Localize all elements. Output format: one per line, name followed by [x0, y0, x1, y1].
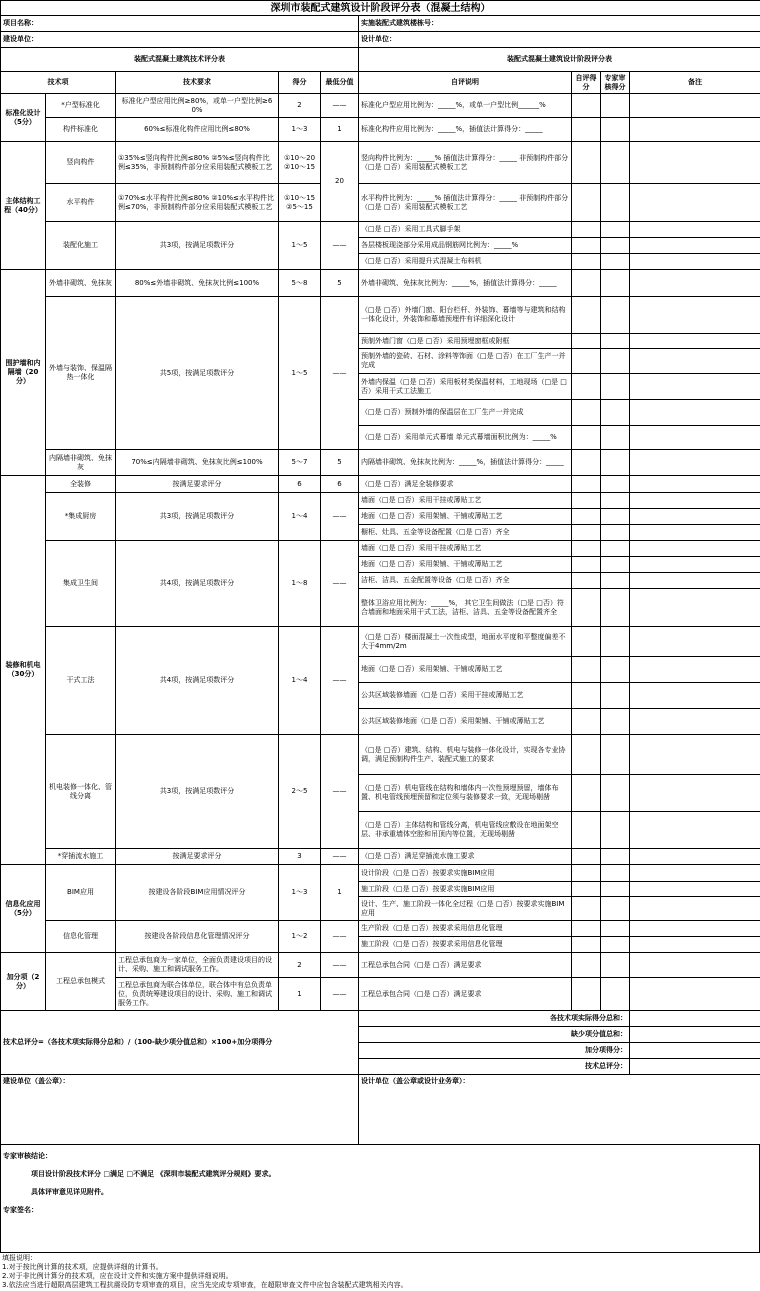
remark-cell[interactable] [630, 426, 760, 450]
remark-cell[interactable] [630, 735, 760, 775]
missing-sum-label: 缺少项分值总和： [359, 1027, 630, 1043]
item-score: 1～4 [279, 493, 321, 541]
self-score-cell[interactable] [572, 254, 601, 270]
item-desc: （□是 □否）预制外墙的保温层在工厂生产一并完成 [359, 400, 572, 426]
item-req: 按满足要求评分 [116, 849, 279, 865]
section-info: 信息化应用（5分） [1, 865, 46, 953]
self-score-cell[interactable] [572, 627, 601, 657]
remark-cell[interactable] [630, 94, 760, 118]
item-min: —— [321, 921, 359, 953]
item-score: 1～2 [279, 921, 321, 953]
item-name: 外墙与装饰、保温隔热一体化 [46, 297, 116, 450]
owner-label: 建设单位： [1, 32, 359, 48]
remark-cell[interactable] [630, 849, 760, 865]
expert-score-cell[interactable] [601, 937, 630, 953]
remark-cell[interactable] [630, 142, 760, 184]
self-score-cell[interactable] [572, 476, 601, 493]
expert-score-cell[interactable] [601, 426, 630, 450]
self-score-cell[interactable] [572, 897, 601, 921]
item-req: 共4项，按满足项数评分 [116, 627, 279, 735]
item-desc: 橱柜、灶具、五金等设备配置（□是 □否）齐全 [359, 525, 572, 541]
self-score-cell[interactable] [572, 349, 601, 374]
header-remark: 备注 [630, 72, 760, 94]
self-score-cell[interactable] [572, 589, 601, 627]
item-req: 按建设各阶段信息化管理情况评分 [116, 921, 279, 953]
item-score: 1～5 [279, 222, 321, 270]
item-name: 外墙非砌筑、免抹灰 [46, 270, 116, 297]
self-score-cell[interactable] [572, 953, 601, 978]
expert-score-cell[interactable] [601, 493, 630, 509]
expert-score-cell[interactable] [601, 735, 630, 775]
expert-score-cell[interactable] [601, 297, 630, 334]
item-desc: 竖向构件比例为：_____% 插值法计算得分：_____ 非预制构件部分（□是 □否）采用装配式模板工艺 [359, 142, 572, 184]
self-score-cell[interactable] [572, 683, 601, 709]
item-name: BIM应用 [46, 865, 116, 921]
item-desc: 设计阶段（□是 □否）按要求实施BIM应用 [359, 865, 572, 882]
self-score-cell[interactable] [572, 184, 601, 222]
remark-cell[interactable] [630, 525, 760, 541]
section-std: 标准化设计（5分） [1, 94, 46, 142]
expert-score-cell[interactable] [601, 270, 630, 297]
item-req: 工程总承包商为联合体单位，联合体中有总负责单位，负责统筹建设项目的设计、采购、施工和调试服务工作。 [116, 978, 279, 1011]
self-score-cell[interactable] [572, 525, 601, 541]
self-score-cell[interactable] [572, 374, 601, 400]
self-score-cell[interactable] [572, 426, 601, 450]
item-desc: 施工阶段（□是 □否）按要求采用信息化管理 [359, 937, 572, 953]
remark-cell[interactable] [630, 349, 760, 374]
total-sum-value[interactable] [630, 1011, 760, 1027]
self-score-cell[interactable] [572, 238, 601, 254]
designer-seal[interactable]: 设计单位（盖公章或设计业务章）： [359, 1075, 760, 1145]
item-min: —— [321, 222, 359, 270]
item-desc: （□是 □否）采用工具式脚手架 [359, 222, 572, 238]
owner-seal[interactable]: 建设单位（盖公章）： [1, 1075, 359, 1145]
expert-score-cell[interactable] [601, 683, 630, 709]
expert-score-cell[interactable] [601, 349, 630, 374]
item-min: —— [321, 978, 359, 1011]
project-name-label: 项目名称： [1, 16, 359, 32]
item-min: —— [321, 953, 359, 978]
item-min: —— [321, 94, 359, 118]
item-min: 20 [321, 142, 359, 222]
self-score-cell[interactable] [572, 400, 601, 426]
total-sum-label: 各技术项实际得分总和： [359, 1011, 630, 1027]
item-name: *集成厨房 [46, 493, 116, 541]
remark-cell[interactable] [630, 118, 760, 142]
expert-score-cell[interactable] [601, 374, 630, 400]
item-name: *穿插流水施工 [46, 849, 116, 865]
item-req: 标准化户型应用比例≥80%，或单一户型比例≥60% [116, 94, 279, 118]
item-desc: 公共区域装修地面（□是 □否）采用架铺、干铺或薄贴工艺 [359, 709, 572, 735]
self-score-cell[interactable] [572, 222, 601, 238]
page-title: 深圳市装配式建筑设计阶段评分表（混凝土结构） [1, 1, 760, 16]
item-min: —— [321, 627, 359, 735]
expert-line2: 具体评审意见详见附件。 [31, 1187, 108, 1197]
item-desc: 预制外墙门窗（□是 □否）采用预埋窗框或附框 [359, 334, 572, 349]
total-score-value[interactable] [630, 1059, 760, 1075]
item-score: 1～8 [279, 541, 321, 627]
self-score-cell[interactable] [572, 937, 601, 953]
remark-cell[interactable] [630, 184, 760, 222]
expert-score-cell[interactable] [601, 978, 630, 1011]
item-score: 5～7 [279, 450, 321, 476]
item-desc: （□是 □否）主体结构和管线分离，机电管线应敷设在地面架空层、非承重墙体空腔和吊顶内等位置，无现场剔凿 [359, 812, 572, 849]
note-line: 3.依法应当进行超限高层建筑工程抗震设防专项审查的项目，应当先完成专项审查，在超限审查文件中应包含装配式建筑相关内容。 [2, 1281, 758, 1290]
self-score-cell[interactable] [572, 657, 601, 683]
item-desc: （□是 □否）楼面混凝土一次性成型，地面水平度和平整度偏差不大于4mm/2m [359, 627, 572, 657]
total-score-label: 技术总评分： [359, 1059, 630, 1075]
item-score: 1～3 [279, 865, 321, 921]
item-desc: 预制外墙的瓷砖、石材、涂料等饰面（□是 □否）在工厂生产一并完成 [359, 349, 572, 374]
remark-cell[interactable] [630, 450, 760, 476]
remark-cell[interactable] [630, 978, 760, 1011]
remark-cell[interactable] [630, 709, 760, 735]
expert-score-cell[interactable] [601, 450, 630, 476]
self-score-cell[interactable] [572, 573, 601, 589]
remark-cell[interactable] [630, 953, 760, 978]
expert-score-cell[interactable] [601, 812, 630, 849]
remark-cell[interactable] [630, 222, 760, 238]
item-name: 集成卫生间 [46, 541, 116, 627]
item-desc: 地面（□是 □否）采用架铺、干铺或薄贴工艺 [359, 557, 572, 573]
self-score-cell[interactable] [572, 557, 601, 573]
self-score-cell[interactable] [572, 270, 601, 297]
item-desc: （□是 □否）满足穿插流水施工要求 [359, 849, 572, 865]
item-min: —— [321, 735, 359, 849]
item-req: 80%≤外墙非砌筑、免抹灰比例≤100% [116, 270, 279, 297]
remark-cell[interactable] [630, 921, 760, 937]
item-score: 1～4 [279, 627, 321, 735]
item-req: 共3项，按满足项数评分 [116, 222, 279, 270]
remark-cell[interactable] [630, 573, 760, 589]
item-req: 共3项，按满足项数评分 [116, 735, 279, 849]
item-desc: 各层楼板现浇部分采用成品钢筋网比例为：_____% [359, 238, 572, 254]
item-desc: （□是 □否）采用提升式混凝土布料机 [359, 254, 572, 270]
section-bonus: 加分项（2分） [1, 953, 46, 1011]
remark-cell[interactable] [630, 400, 760, 426]
expert-score-cell[interactable] [601, 627, 630, 657]
formula: 技术总评分=（各技术项实际得分总和）/（100-缺少项分值总和）×100+加分项得分 [1, 1011, 359, 1075]
item-req: 60%≤标准化构件应用比例≤80% [116, 118, 279, 142]
item-desc: （□是 □否）满足全装修要求 [359, 476, 572, 493]
header-tech: 技术项 [1, 72, 116, 94]
fill-notes [0, 1253, 760, 1291]
bonus-score-label: 加分项得分： [359, 1043, 630, 1059]
remark-cell[interactable] [630, 297, 760, 334]
remark-cell[interactable] [630, 334, 760, 349]
item-desc: 设计、生产、施工阶段一体化全过程（□是 □否）按要求实施BIM应用 [359, 897, 572, 921]
self-score-cell[interactable] [572, 882, 601, 897]
item-desc: 标准化户型应用比例为：_____%，或单一户型比例______% [359, 94, 572, 118]
self-score-cell[interactable] [572, 921, 601, 937]
expert-score-cell[interactable] [601, 400, 630, 426]
item-name: 装配化施工 [46, 222, 116, 270]
item-score: 1～3 [279, 118, 321, 142]
self-score-cell[interactable] [572, 865, 601, 882]
item-req: ①70%≤水平构件比例≤80% ②10%≤水平构件比例≤70%，非预制构件部分应采用装配式模板工艺 [116, 184, 279, 222]
self-score-cell[interactable] [572, 775, 601, 812]
item-desc: 施工阶段（□是 □否）按要求实施BIM应用 [359, 882, 572, 897]
self-score-cell[interactable] [572, 94, 601, 118]
item-desc: 标准化构件应用比例为：_____%，插值法计算得分：_____ [359, 118, 572, 142]
bonus-score-value[interactable] [630, 1043, 760, 1059]
header-score: 得分 [279, 72, 321, 94]
item-desc: 墙面（□是 □否）采用干挂或薄贴工艺 [359, 541, 572, 557]
designer-label: 设计单位： [359, 32, 760, 48]
expert-score-cell[interactable] [601, 94, 630, 118]
remark-cell[interactable] [630, 683, 760, 709]
item-name: 信息化管理 [46, 921, 116, 953]
item-desc: 生产阶段（□是 □否）按要求采用信息化管理 [359, 921, 572, 937]
right-section-title: 装配式混凝土建筑设计阶段评分表 [359, 48, 760, 72]
remark-cell[interactable] [630, 270, 760, 297]
self-score-cell[interactable] [572, 849, 601, 865]
item-name: 内隔墙非砌筑、免抹灰 [46, 450, 116, 476]
item-req: 共5项，按满足项数评分 [116, 297, 279, 450]
self-score-cell[interactable] [572, 450, 601, 476]
header-expert-score: 专家审核得分 [601, 72, 630, 94]
remark-cell[interactable] [630, 254, 760, 270]
self-score-cell[interactable] [572, 334, 601, 349]
expert-score-cell[interactable] [601, 541, 630, 557]
expert-score-cell[interactable] [601, 334, 630, 349]
item-desc: 工程总承包合同（□是 □否）满足要求 [359, 978, 572, 1011]
item-name: 水平构件 [46, 184, 116, 222]
expert-score-cell[interactable] [601, 657, 630, 683]
remark-cell[interactable] [630, 557, 760, 573]
note-line: 填报说明： [2, 1254, 758, 1263]
item-min: 1 [321, 118, 359, 142]
section-struct: 主体结构工程（40分） [1, 142, 46, 270]
item-name: 干式工法 [46, 627, 116, 735]
building-no-label: 实施装配式建筑楼栋号： [359, 16, 760, 32]
item-desc: 地面（□是 □否）采用架铺、干铺或薄贴工艺 [359, 657, 572, 683]
remark-cell[interactable] [630, 627, 760, 657]
self-score-cell[interactable] [572, 541, 601, 557]
remark-cell[interactable] [630, 589, 760, 627]
remark-cell[interactable] [630, 493, 760, 509]
expert-score-cell[interactable] [601, 709, 630, 735]
item-min: —— [321, 849, 359, 865]
item-req: 共4项，按满足项数评分 [116, 541, 279, 627]
expert-line1: 项目设计阶段技术评分 □满足 □不满足 《深圳市装配式建筑评分规则》要求。 [31, 1169, 276, 1179]
expert-score-cell[interactable] [601, 897, 630, 921]
expert-score-cell[interactable] [601, 921, 630, 937]
item-name: 机电装修一体化、管线分离 [46, 735, 116, 849]
item-req: 按建设各阶段BIM应用情况评分 [116, 865, 279, 921]
self-score-cell[interactable] [572, 297, 601, 334]
remark-cell[interactable] [630, 865, 760, 882]
item-score: 2 [279, 953, 321, 978]
item-name: 全装修 [46, 476, 116, 493]
expert-score-cell[interactable] [601, 118, 630, 142]
expert-score-cell[interactable] [601, 775, 630, 812]
item-req: 70%≤内隔墙非砌筑、免抹灰比例≤100% [116, 450, 279, 476]
item-min: —— [321, 297, 359, 450]
expert-score-cell[interactable] [601, 882, 630, 897]
item-desc: （□是 □否）建筑、结构、机电与装修一体化设计，实现各专业协调，满足预制构件生产、装配式施工的要求 [359, 735, 572, 775]
header-req: 技术要求 [116, 72, 279, 94]
item-desc: （□是 □否）机电管线在结构和墙体内一次性预埋预留，墙体布置、机电管线预埋预留和定位须与装修要求一致，无现场剔凿 [359, 775, 572, 812]
expert-score-cell[interactable] [601, 184, 630, 222]
remark-cell[interactable] [630, 509, 760, 525]
item-desc: 洁柜、洁具、五金配置等设备（□是 □否）齐全 [359, 573, 572, 589]
item-min: 6 [321, 476, 359, 493]
item-desc: （□是 □否）外墙门窗、阳台栏杆、外装饰、幕墙等与建筑和结构一体化设计，外装饰和幕墙预埋件有详细深化设计 [359, 297, 572, 334]
item-name: *户型标准化 [46, 94, 116, 118]
item-score: 3 [279, 849, 321, 865]
expert-score-cell[interactable] [601, 589, 630, 627]
remark-cell[interactable] [630, 374, 760, 400]
expert-sign[interactable]: 专家签名： [3, 1205, 38, 1215]
item-score: 1～5 [279, 297, 321, 450]
item-score: 2 [279, 94, 321, 118]
item-min: —— [321, 493, 359, 541]
expert-score-cell[interactable] [601, 476, 630, 493]
item-score: ①10～15 ②5～15 [279, 184, 321, 222]
section-wall: 围护墙和内隔墙（20分） [1, 270, 46, 476]
self-score-cell[interactable] [572, 735, 601, 775]
expert-score-cell[interactable] [601, 573, 630, 589]
item-req: 共3项，按满足项数评分 [116, 493, 279, 541]
remark-cell[interactable] [630, 937, 760, 953]
self-score-cell[interactable] [572, 978, 601, 1011]
expert-title: 专家审核结论： [3, 1151, 52, 1161]
item-min: 5 [321, 450, 359, 476]
note-line: 2.对于非比例计算分的技术项，应在设计文件和实施方案中提供详细说明。 [2, 1272, 758, 1281]
remark-cell[interactable] [630, 657, 760, 683]
item-req: 按满足要求评分 [116, 476, 279, 493]
item-desc: 墙面（□是 □否）采用干挂或薄贴工艺 [359, 493, 572, 509]
item-min: —— [321, 541, 359, 627]
remark-cell[interactable] [630, 775, 760, 812]
remark-cell[interactable] [630, 897, 760, 921]
item-score: 5～8 [279, 270, 321, 297]
item-desc: 水平构件比例为：_____% 插值法计算得分：_____ 非预制构件部分（□是 □否）采用装配式模板工艺 [359, 184, 572, 222]
self-score-cell[interactable] [572, 493, 601, 509]
item-min: 5 [321, 270, 359, 297]
expert-score-cell[interactable] [601, 254, 630, 270]
expert-score-cell[interactable] [601, 557, 630, 573]
item-score: ①10～20 ②10～15 [279, 142, 321, 184]
expert-score-cell[interactable] [601, 525, 630, 541]
expert-score-cell[interactable] [601, 849, 630, 865]
item-score: 1 [279, 978, 321, 1011]
left-section-title: 装配式混凝土建筑技术评分表 [1, 48, 359, 72]
missing-sum-value[interactable] [630, 1027, 760, 1043]
note-line: 1.对于按比例计算的技术项，应提供详细的计算书。 [2, 1263, 758, 1272]
header-self-desc: 自评说明 [359, 72, 572, 94]
item-desc: （□是 □否）采用单元式幕墙 单元式幕墙面积比例为：_____% [359, 426, 572, 450]
item-name: 构件标准化 [46, 118, 116, 142]
remark-cell[interactable] [630, 541, 760, 557]
remark-cell[interactable] [630, 882, 760, 897]
item-desc: 外墙非砌筑、免抹灰比例为：_____%，插值法计算得分：_____ [359, 270, 572, 297]
header-min: 最低分值 [321, 72, 359, 94]
expert-score-cell[interactable] [601, 865, 630, 882]
expert-score-cell[interactable] [601, 238, 630, 254]
remark-cell[interactable] [630, 476, 760, 493]
item-desc: 内隔墙非砌筑、免抹灰比例为：_____%，插值法计算得分：_____ [359, 450, 572, 476]
item-name: 工程总承包模式 [46, 953, 116, 1011]
item-desc: 外墙内保温（□是 □否）采用板材类保温材料，工地现场（□是 □否）采用干式工法施工 [359, 374, 572, 400]
section-deco: 装修和机电（30分） [1, 476, 46, 865]
item-desc: 整体卫浴应用比例为：_____%， 其它卫生间做法（□是 □否）符合墙面和地面采用干式工法，洁柜、洁具、五金等设备配置齐全 [359, 589, 572, 627]
item-desc: 工程总承包合同（□是 □否）满足要求 [359, 953, 572, 978]
item-desc: 公共区域装修墙面（□是 □否）采用干挂或薄贴工艺 [359, 683, 572, 709]
remark-cell[interactable] [630, 812, 760, 849]
item-score: 2～5 [279, 735, 321, 849]
remark-cell[interactable] [630, 238, 760, 254]
item-score: 6 [279, 476, 321, 493]
expert-score-cell[interactable] [601, 509, 630, 525]
self-score-cell[interactable] [572, 709, 601, 735]
self-score-cell[interactable] [572, 118, 601, 142]
item-req: ①35%≤竖向构件比例≤80% ②5%≤竖向构件比例≤35%，非预制构件部分应采用装配式模板工艺 [116, 142, 279, 184]
header-self-score: 自评得分 [572, 72, 601, 94]
item-min: 1 [321, 865, 359, 921]
self-score-cell[interactable] [572, 509, 601, 525]
expert-review [0, 1145, 760, 1253]
item-name: 竖向构件 [46, 142, 116, 184]
expert-score-cell[interactable] [601, 142, 630, 184]
item-req: 工程总承包商为一家单位，全面负责建设项目的设计、采购、施工和调试服务工作。 [116, 953, 279, 978]
expert-score-cell[interactable] [601, 222, 630, 238]
item-desc: 地面（□是 □否）采用架铺、干铺或薄贴工艺 [359, 509, 572, 525]
self-score-cell[interactable] [572, 142, 601, 184]
expert-score-cell[interactable] [601, 953, 630, 978]
self-score-cell[interactable] [572, 812, 601, 849]
